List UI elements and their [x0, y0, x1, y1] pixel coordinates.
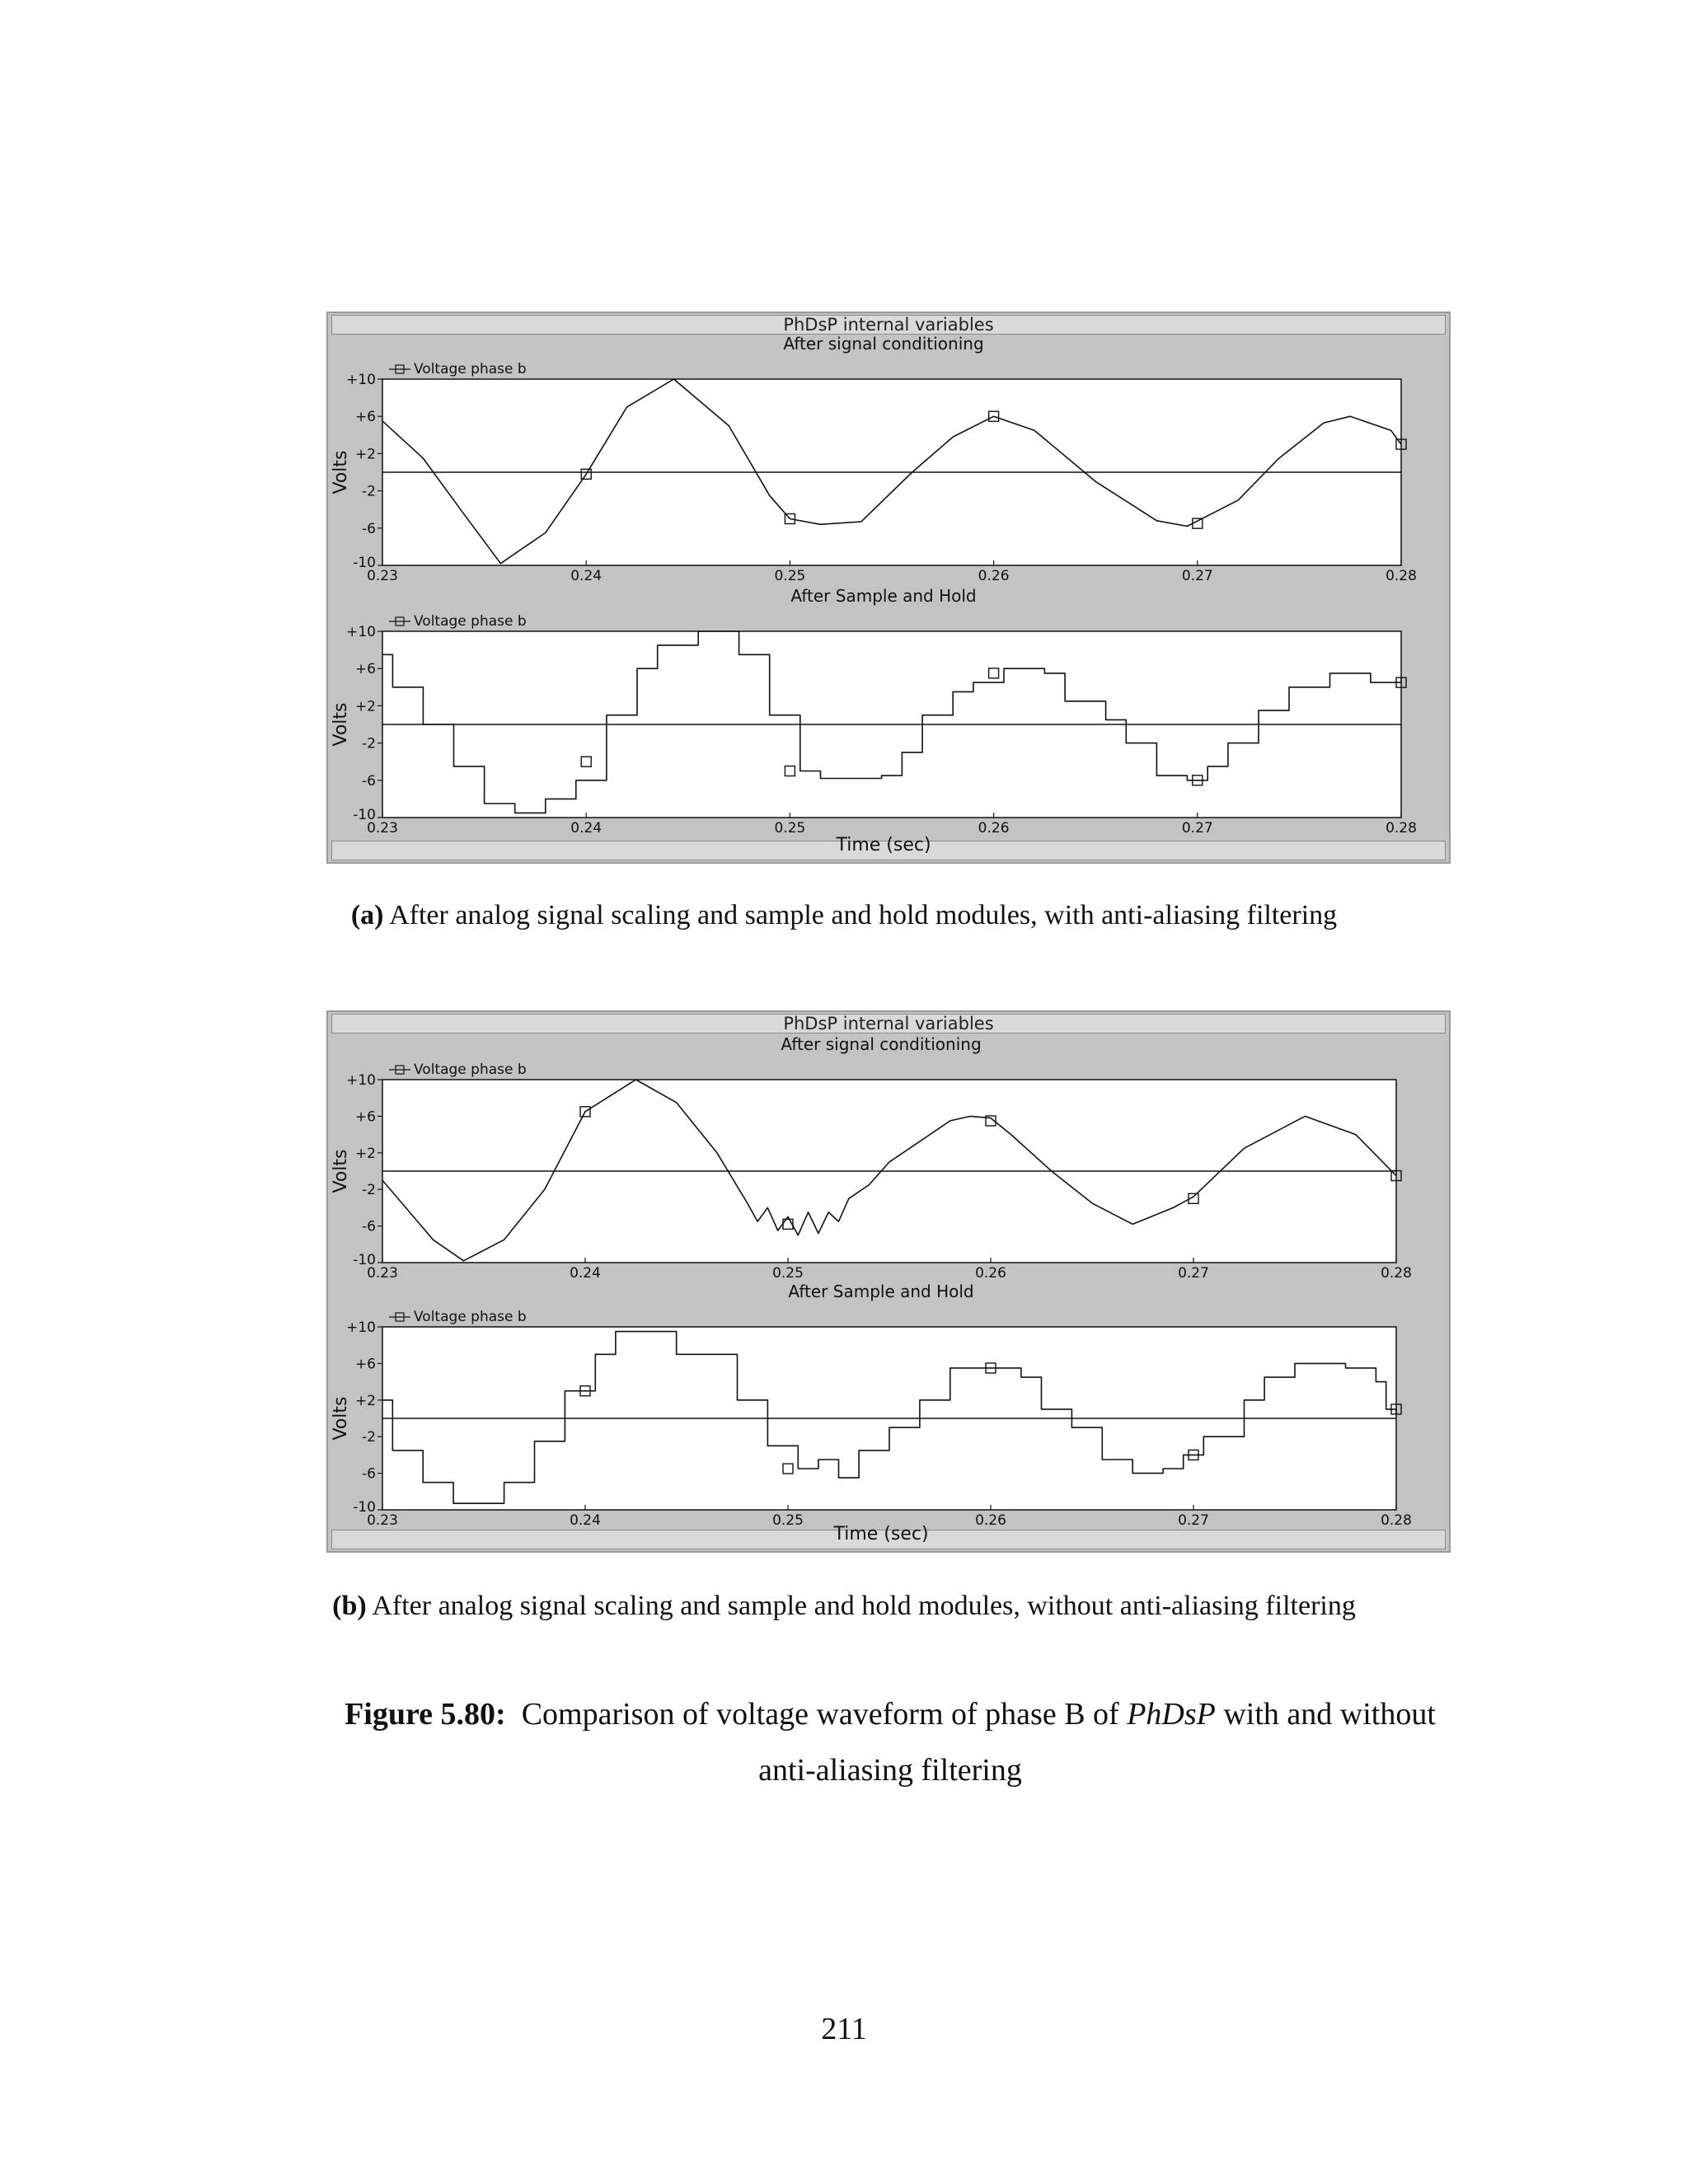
chart-b-bottom-ytick-label-2: +2 — [354, 1392, 376, 1409]
chart-b-top-legend-text: Voltage phase b — [414, 1062, 527, 1078]
chart-b-bottom-ytick-label-0: +10 — [346, 1319, 376, 1336]
chart-b-bottom-subtitle: After Sample and Hold — [788, 1282, 974, 1301]
chart-a-bottom-legend-text: Voltage phase b — [414, 613, 527, 630]
chart-a-top-xtick-label-1: 0.24 — [570, 568, 603, 584]
figure-caption-text-before: Comparison of voltage waveform of phase B of — [521, 1697, 1119, 1732]
chart-a-top-xtick-label-2: 0.25 — [774, 568, 806, 584]
subcaption-a-text: After analog signal scaling and sample and hold modules, with anti-aliasing filtering — [389, 900, 1338, 930]
figure-b-time-label: Time (sec) — [833, 1524, 929, 1544]
chart-a-bottom-ytick-label-4: -6 — [362, 772, 376, 790]
chart-a-top-ytick-label-5: -10 — [353, 555, 376, 571]
chart-a-bottom-subtitle: After Sample and Hold — [790, 586, 977, 606]
figure-a-plots — [328, 313, 1449, 862]
chart-a-top-ytick-label-4: -6 — [362, 520, 376, 537]
figure-b-plots — [328, 1012, 1449, 1551]
figure-a-window-title: PhDsP internal variables — [331, 315, 1446, 335]
chart-a-top-subtitle: After signal conditioning — [783, 334, 984, 354]
chart-b-bottom-xtick-label-0: 0.23 — [367, 1512, 398, 1529]
chart-a-top-xtick-label-0: 0.23 — [367, 568, 398, 584]
figure-caption — [272, 1686, 1508, 1798]
chart-b-bottom-ytick-label-4: -6 — [362, 1465, 376, 1483]
chart-a-bottom-ytick-label-2: +2 — [354, 698, 376, 715]
chart-b-bottom-ytick-label-5: -10 — [353, 1499, 376, 1516]
chart-a-top-ytick-label-2: +2 — [354, 446, 376, 463]
chart-a-bottom-ylabel: Volts — [331, 702, 351, 747]
chart-b-bottom-ytick-label-1: +6 — [354, 1356, 376, 1373]
figure-caption-line-1 — [272, 1686, 1508, 1742]
chart-a-top — [331, 334, 1417, 584]
chart-a-top-xtick-label-5: 0.28 — [1386, 568, 1417, 584]
chart-b-bottom — [331, 1282, 1412, 1529]
chart-b-bottom-legend-text: Voltage phase b — [414, 1309, 527, 1325]
chart-b-top-xtick-label-0: 0.23 — [367, 1265, 398, 1282]
chart-b-bottom-xtick-label-3: 0.26 — [975, 1512, 1006, 1529]
chart-a-bottom-ytick-label-0: +10 — [346, 624, 376, 640]
chart-b-top-ylabel: Volts — [331, 1149, 351, 1193]
figure-a-time-label: Time (sec) — [836, 835, 931, 855]
chart-b-top-ytick-label-3: -2 — [362, 1182, 376, 1199]
chart-a-bottom-xtick-label-0: 0.23 — [367, 820, 398, 837]
chart-b-top-xtick-label-2: 0.25 — [772, 1265, 804, 1282]
chart-b-bottom-xtick-label-4: 0.27 — [1178, 1512, 1209, 1529]
chart-a-top-ytick-label-0: +10 — [346, 372, 376, 388]
figure-b-window — [326, 1010, 1451, 1553]
chart-b-top-ytick-label-0: +10 — [346, 1072, 376, 1089]
chart-b-top-ytick-label-2: +2 — [354, 1145, 376, 1162]
figure-caption-line-2: anti-aliasing filtering — [758, 1753, 1022, 1788]
chart-b-top-subtitle: After signal conditioning — [781, 1034, 982, 1054]
figure-caption-label: Figure 5.80: — [345, 1697, 506, 1732]
chart-b-top-xtick-label-4: 0.27 — [1178, 1265, 1209, 1282]
subcaption-b — [0, 1591, 1688, 1622]
chart-b-top-xtick-label-5: 0.28 — [1381, 1265, 1412, 1282]
chart-a-bottom-ytick-label-1: +6 — [354, 661, 376, 678]
figure-caption-text-after: with and without — [1223, 1697, 1436, 1732]
chart-a-bottom — [331, 586, 1417, 837]
chart-a-bottom-xtick-label-3: 0.26 — [978, 820, 1010, 837]
figure-a-window — [326, 312, 1451, 864]
chart-b-top-ytick-label-4: -6 — [362, 1218, 376, 1235]
page-number: 211 — [821, 2012, 867, 2046]
subcaption-b-label: (b) — [332, 1591, 367, 1621]
figure-caption-italic: PhDsP — [1127, 1697, 1216, 1732]
chart-a-top-ytick-label-1: +6 — [354, 409, 376, 426]
figure-b-window-title: PhDsP internal variables — [331, 1014, 1446, 1033]
chart-a-bottom-xtick-label-4: 0.27 — [1181, 820, 1213, 837]
chart-b-top-xtick-label-1: 0.24 — [570, 1265, 601, 1282]
chart-b-top-ytick-label-5: -10 — [353, 1252, 376, 1268]
chart-a-bottom-xtick-label-1: 0.24 — [570, 820, 603, 837]
chart-b-bottom-xtick-label-5: 0.28 — [1381, 1512, 1412, 1529]
chart-b-bottom-ytick-label-3: -2 — [362, 1429, 376, 1446]
chart-b-top — [331, 1034, 1412, 1282]
chart-b-bottom-ylabel: Volts — [331, 1396, 351, 1441]
chart-a-top-ylabel: Volts — [331, 450, 351, 494]
chart-a-bottom-xtick-label-5: 0.28 — [1386, 820, 1417, 837]
subcaption-b-text: After analog signal scaling and sample and hold modules, without anti-aliasing filtering — [372, 1591, 1356, 1621]
chart-a-bottom-xtick-label-2: 0.25 — [774, 820, 806, 837]
chart-a-bottom-ytick-label-3: -2 — [362, 735, 376, 752]
chart-b-bottom-xtick-label-2: 0.25 — [772, 1512, 804, 1529]
chart-a-top-ytick-label-3: -2 — [362, 483, 376, 500]
chart-a-top-xtick-label-3: 0.26 — [978, 568, 1010, 584]
subcaption-a — [0, 900, 1688, 931]
chart-b-bottom-xtick-label-1: 0.24 — [570, 1512, 601, 1529]
chart-a-top-xtick-label-4: 0.27 — [1181, 568, 1213, 584]
subcaption-a-label: (a) — [350, 900, 384, 930]
chart-b-top-ytick-label-1: +6 — [354, 1108, 376, 1126]
chart-a-bottom-ytick-label-5: -10 — [353, 807, 376, 823]
chart-b-top-xtick-label-3: 0.26 — [975, 1265, 1006, 1282]
chart-a-top-legend-text: Voltage phase b — [414, 361, 527, 377]
